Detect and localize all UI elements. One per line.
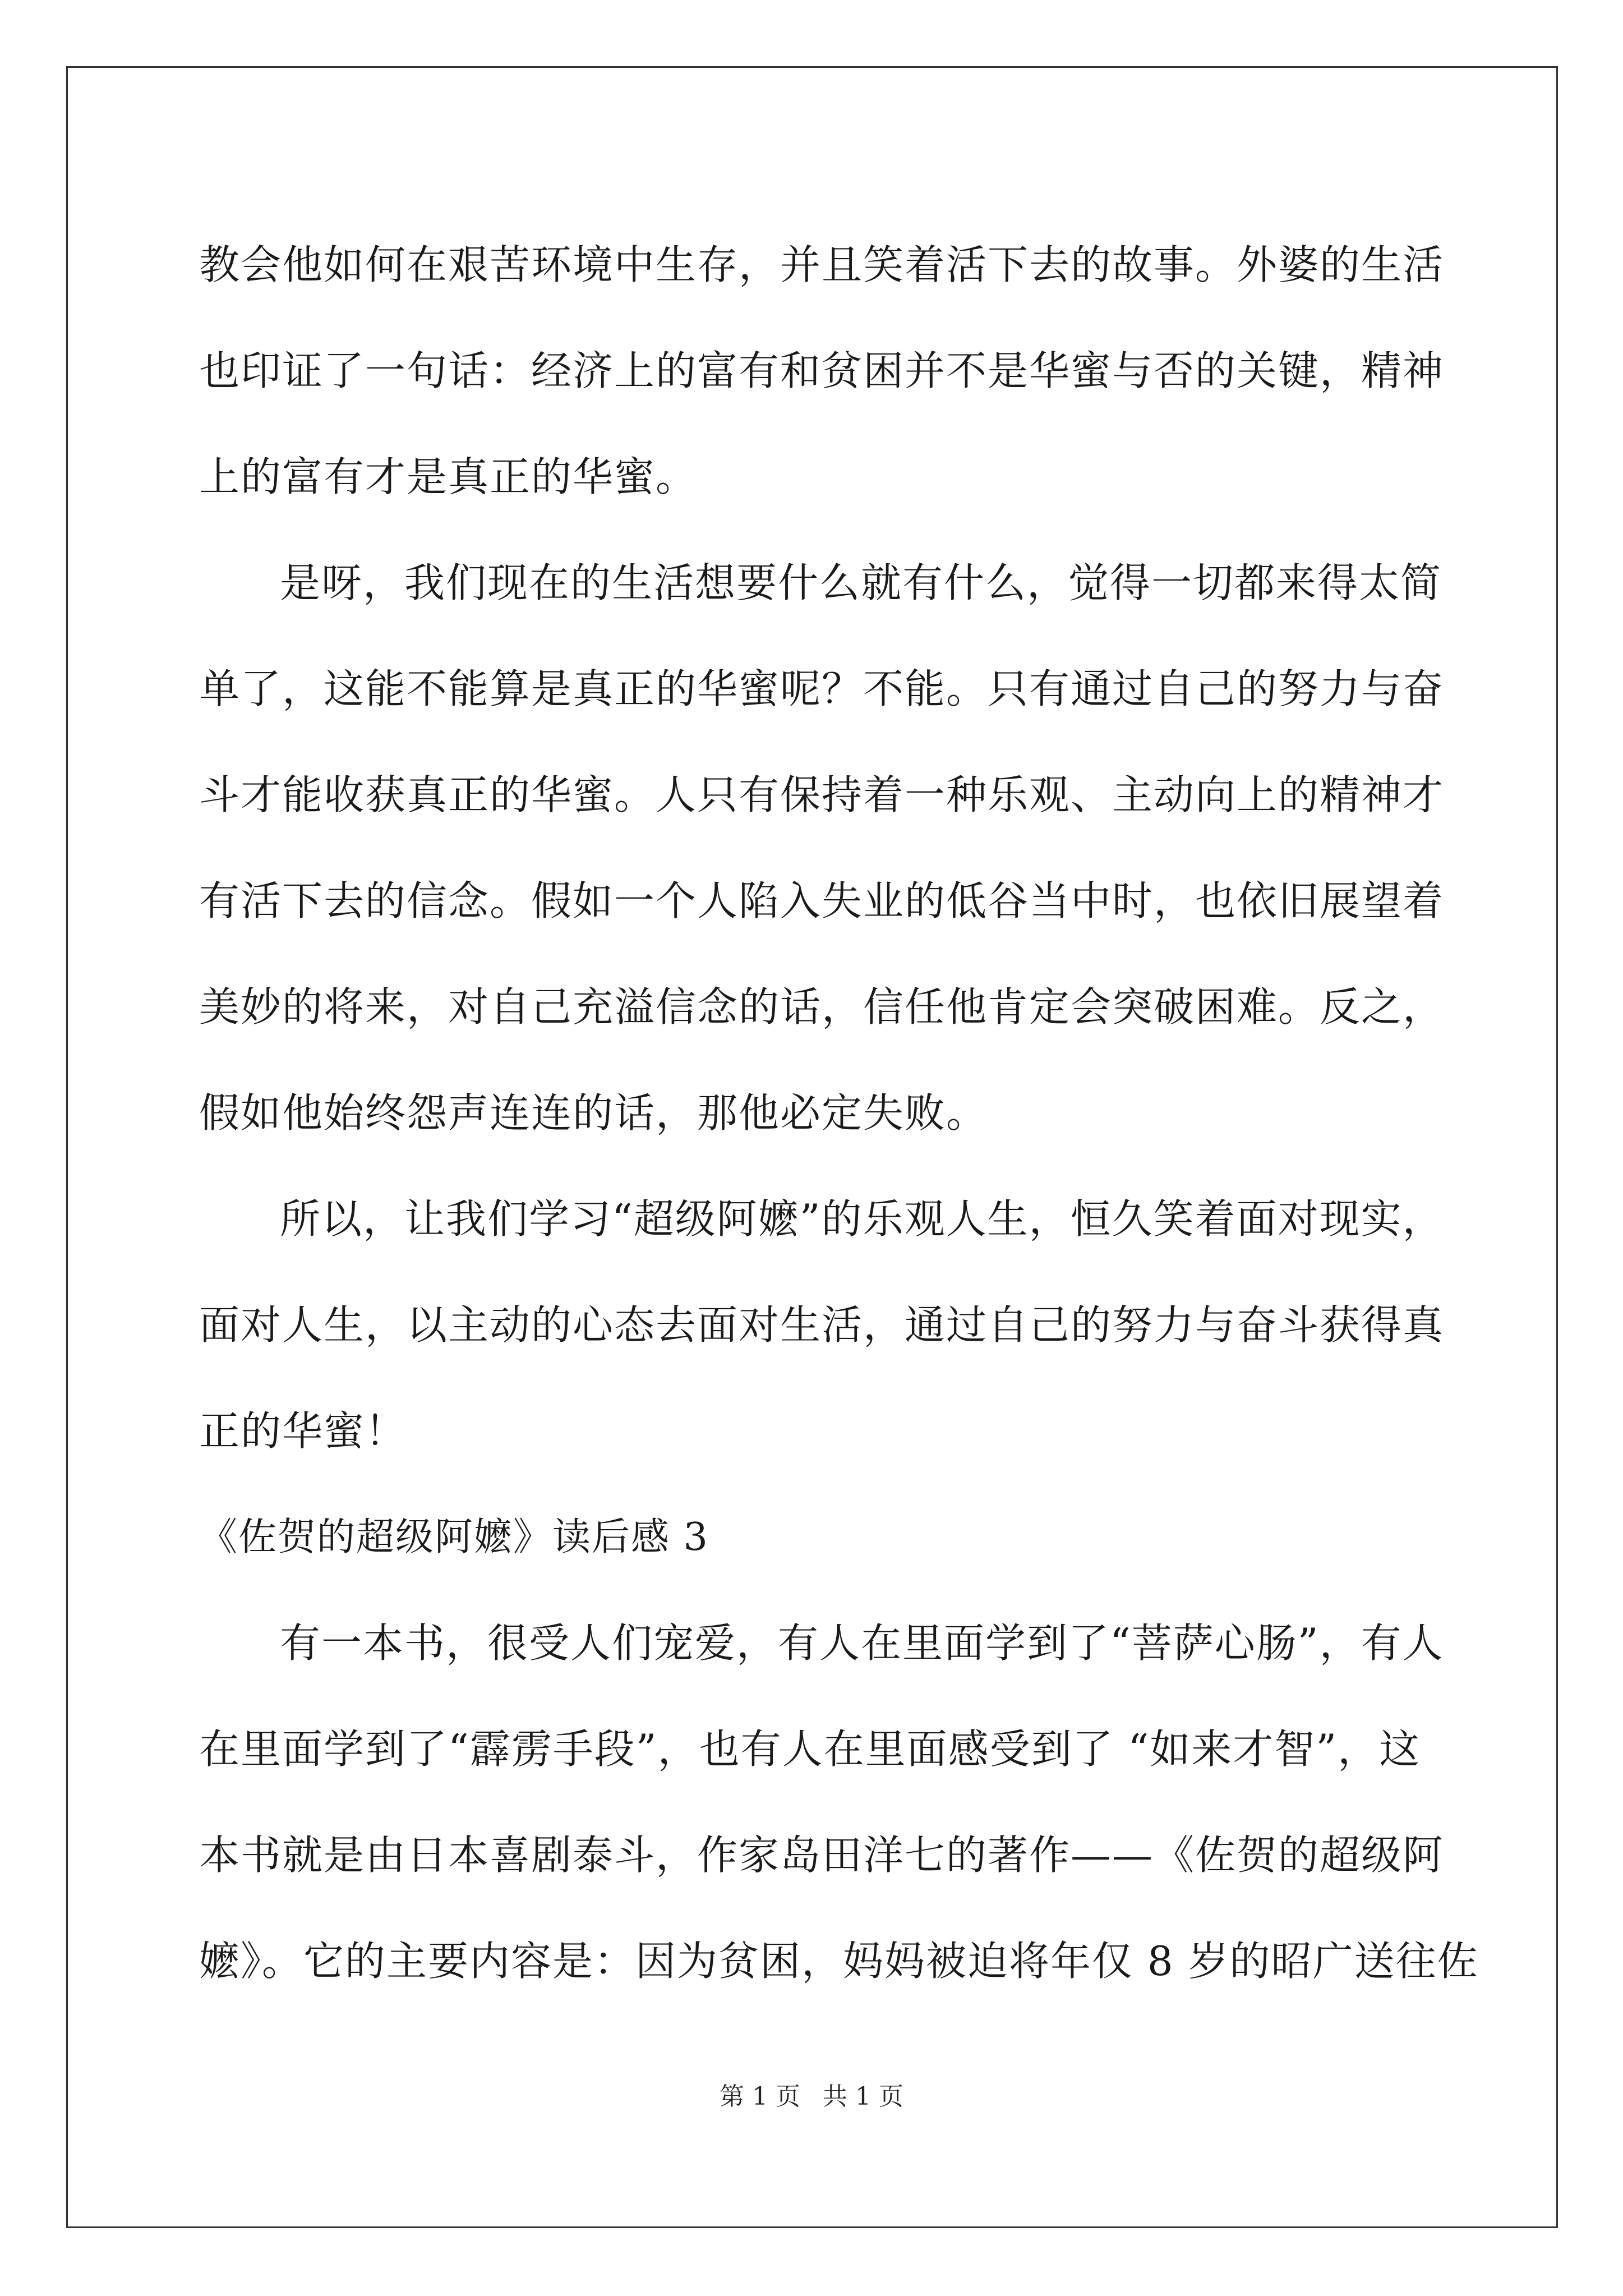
text-line-8: 美妙的将来，对自己充溢信念的话，信任他肯定会突破困难。反之， [199, 983, 1445, 1030]
page-footer [0, 2080, 1623, 2114]
text-line-7: 有活下去的信念。假如一个人陷入失业的低谷当中时，也依旧展望着 [199, 877, 1445, 924]
text-line-17: 嬷》。它的主要内容是：因为贫困，妈妈被迫将年仅 8 岁的昭广送往佐 [199, 1938, 1479, 1985]
text-line-11: 面对人生，以主动的心态去面对生活，通过自己的努力与奋斗获得真 [199, 1301, 1445, 1349]
page-number: 第 1 页 [720, 2082, 800, 2111]
text-line-12: 正的华蜜！ [199, 1407, 407, 1455]
text-line-16: 本书就是由日本喜剧泰斗，作家岛田洋七的著作——《佐贺的超级阿 [199, 1832, 1445, 1879]
text-line-5: 单了，这能不能算是真正的华蜜呢？不能。只有通过自己的努力与奋 [199, 665, 1445, 712]
section-heading: 《佐贺的超级阿嬷》读后感 3 [199, 1515, 709, 1559]
text-line-10: 所以，让我们学习“超级阿嬷”的乐观人生，恒久笑着面对现实， [280, 1195, 1444, 1243]
document-body [199, 212, 1479, 2014]
text-line-3: 上的富有才是真正的华蜜。 [199, 453, 698, 500]
page-total: 共 1 页 [823, 2082, 903, 2111]
text-line-9: 假如他始终怨声连连的话，那他必定失败。 [199, 1089, 988, 1137]
text-line-6: 斗才能收获真正的华蜜。人只有保持着一种乐观、主动向上的精神才 [199, 771, 1445, 818]
text-line-1: 教会他如何在艰苦环境中生存，并且笑着活下去的故事。外婆的生活 [199, 241, 1445, 288]
text-line-14: 有一本书，很受人们宠爱，有人在里面学到了“菩萨心肠”，有人 [280, 1619, 1444, 1667]
text-line-2: 也印证了一句话：经济上的富有和贫困并不是华蜜与否的关键，精神 [199, 347, 1445, 394]
text-line-4: 是呀，我们现在的生活想要什么就有什么，觉得一切都来得太简 [280, 559, 1442, 606]
text-line-15: 在里面学到了“霹雳手段”，也有人在里面感受到了 “如来才智”，这 [199, 1726, 1421, 1773]
